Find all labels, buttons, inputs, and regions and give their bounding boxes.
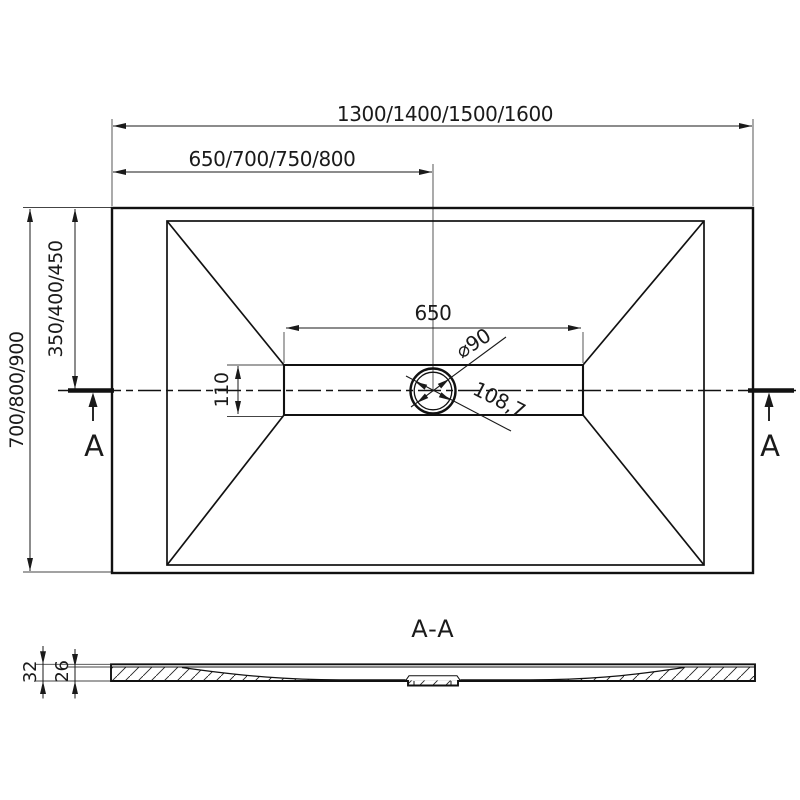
section-letter-right: A xyxy=(760,429,780,463)
drain-diameter-label: ⌀90 xyxy=(451,323,495,364)
dimension-depth-to-center xyxy=(45,209,78,389)
basin-top-edge xyxy=(167,221,704,565)
section-title: A-A xyxy=(411,615,455,643)
depth-to-center-label: 350/400/450 xyxy=(45,240,67,358)
dimension-half-width xyxy=(113,147,432,175)
channel-length-label: 650 xyxy=(414,301,452,325)
dimension-channel-length xyxy=(286,301,581,331)
section-marker-right xyxy=(748,391,794,464)
dimension-base-height xyxy=(52,649,78,699)
dimension-total-height xyxy=(20,646,46,699)
drain-diagonal-label: 108,7 xyxy=(469,376,530,424)
section-letter-left: A xyxy=(84,429,104,463)
overall-depth-label: 700/800/900 xyxy=(6,331,28,449)
half-width-label: 650/700/750/800 xyxy=(188,147,356,171)
total-height-label: 32 xyxy=(20,660,41,684)
drain-recess xyxy=(406,676,461,681)
dimension-overall-depth xyxy=(6,209,33,571)
channel-width-label: 110 xyxy=(211,372,233,408)
overall-width-label: 1300/1400/1500/1600 xyxy=(336,102,554,126)
section-extension-lines xyxy=(36,664,110,681)
top-view xyxy=(6,102,796,573)
extension-lines xyxy=(23,119,753,572)
section-marker-left xyxy=(68,391,114,464)
base-height-label: 26 xyxy=(52,660,73,683)
basin-slope-lines xyxy=(167,221,704,565)
section-view xyxy=(20,615,755,699)
dimension-overall-width xyxy=(113,102,752,129)
